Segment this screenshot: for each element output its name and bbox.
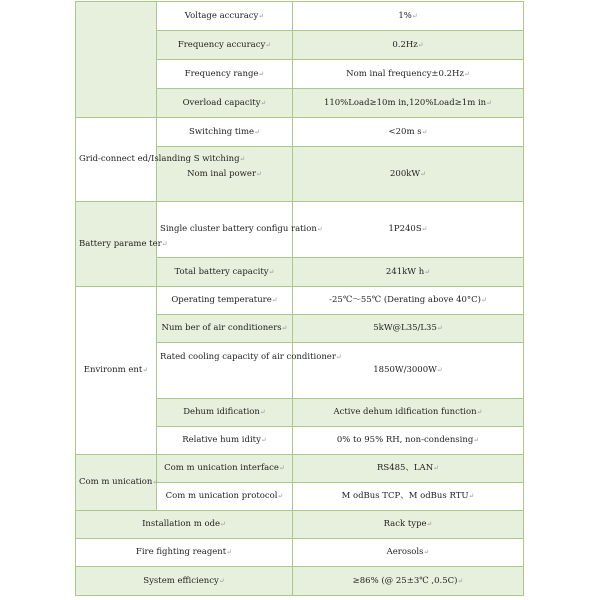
item-cell: Relative hum idity↵ xyxy=(157,427,293,455)
table-row xyxy=(76,539,524,567)
table-row xyxy=(76,567,524,596)
table-row xyxy=(76,118,524,147)
value-cell: Active dehum idification function↵ xyxy=(293,399,524,427)
item-cell: System efficiency↵ xyxy=(76,567,293,596)
item-cell: Frequency range↵ xyxy=(157,60,293,89)
item-cell: Operating temperature↵ xyxy=(157,287,293,315)
value-cell: 0.2Hz↵ xyxy=(293,31,524,60)
item-cell: Fire fighting reagent↵ xyxy=(76,539,293,567)
item-cell: Overload capacity↵ xyxy=(157,89,293,118)
spec-table xyxy=(75,1,524,596)
item-cell: Switching time↵ xyxy=(157,118,293,147)
item-cell: Single cluster battery configu ration↵ xyxy=(157,202,293,258)
item-cell: Voltage accuracy↵ xyxy=(157,2,293,31)
value-cell: ≥86% (@ 25±3℃ ,0.5C)↵ xyxy=(293,567,524,596)
table-row xyxy=(76,2,524,31)
value-cell: Nom inal frequency±0.2Hz↵ xyxy=(293,60,524,89)
value-cell: 1P240S↵ xyxy=(293,202,524,258)
group-cell-battery: Battery parame ter↵ xyxy=(76,202,157,287)
value-cell: 0% to 95% RH, non-condensing↵ xyxy=(293,427,524,455)
value-cell: 241kW h↵ xyxy=(293,258,524,287)
value-cell: -25℃～55℃ (Derating above 40°C)↵ xyxy=(293,287,524,315)
item-cell: Com m unication interface↵ xyxy=(157,455,293,483)
value-cell: <20m s↵ xyxy=(293,118,524,147)
item-cell: Total battery capacity↵ xyxy=(157,258,293,287)
group-cell-communication: Com m unication↵ xyxy=(76,455,157,511)
group-cell-blank xyxy=(76,2,157,118)
item-cell: Frequency accuracy↵ xyxy=(157,31,293,60)
group-cell-switching: Grid-connect ed/Islanding S witching↵ xyxy=(76,118,157,202)
value-cell: RS485、LAN↵ xyxy=(293,455,524,483)
value-cell: 1850W/3000W↵ xyxy=(293,343,524,399)
group-cell-environment: Environm ent↵ xyxy=(76,287,157,455)
item-cell: Dehum idification↵ xyxy=(157,399,293,427)
table-row xyxy=(76,455,524,483)
table-row xyxy=(76,287,524,315)
value-cell: Aerosols↵ xyxy=(293,539,524,567)
table-row xyxy=(76,511,524,539)
item-cell: Installation m ode↵ xyxy=(76,511,293,539)
item-cell: Rated cooling capacity of air conditioner↵ xyxy=(157,343,293,399)
table-row xyxy=(76,202,524,258)
value-cell: 110%Load≥10m in,120%Load≥1m in↵ xyxy=(293,89,524,118)
value-cell: Rack type↵ xyxy=(293,511,524,539)
item-cell: Com m unication protocol↵ xyxy=(157,483,293,511)
value-cell: 5kW@L35/L35↵ xyxy=(293,315,524,343)
item-cell: Nom inal power↵ xyxy=(157,147,293,202)
value-cell: M odBus TCP、M odBus RTU↵ xyxy=(293,483,524,511)
item-cell: Num ber of air conditioners↵ xyxy=(157,315,293,343)
value-cell: 200kW↵ xyxy=(293,147,524,202)
value-cell: 1%↵ xyxy=(293,2,524,31)
